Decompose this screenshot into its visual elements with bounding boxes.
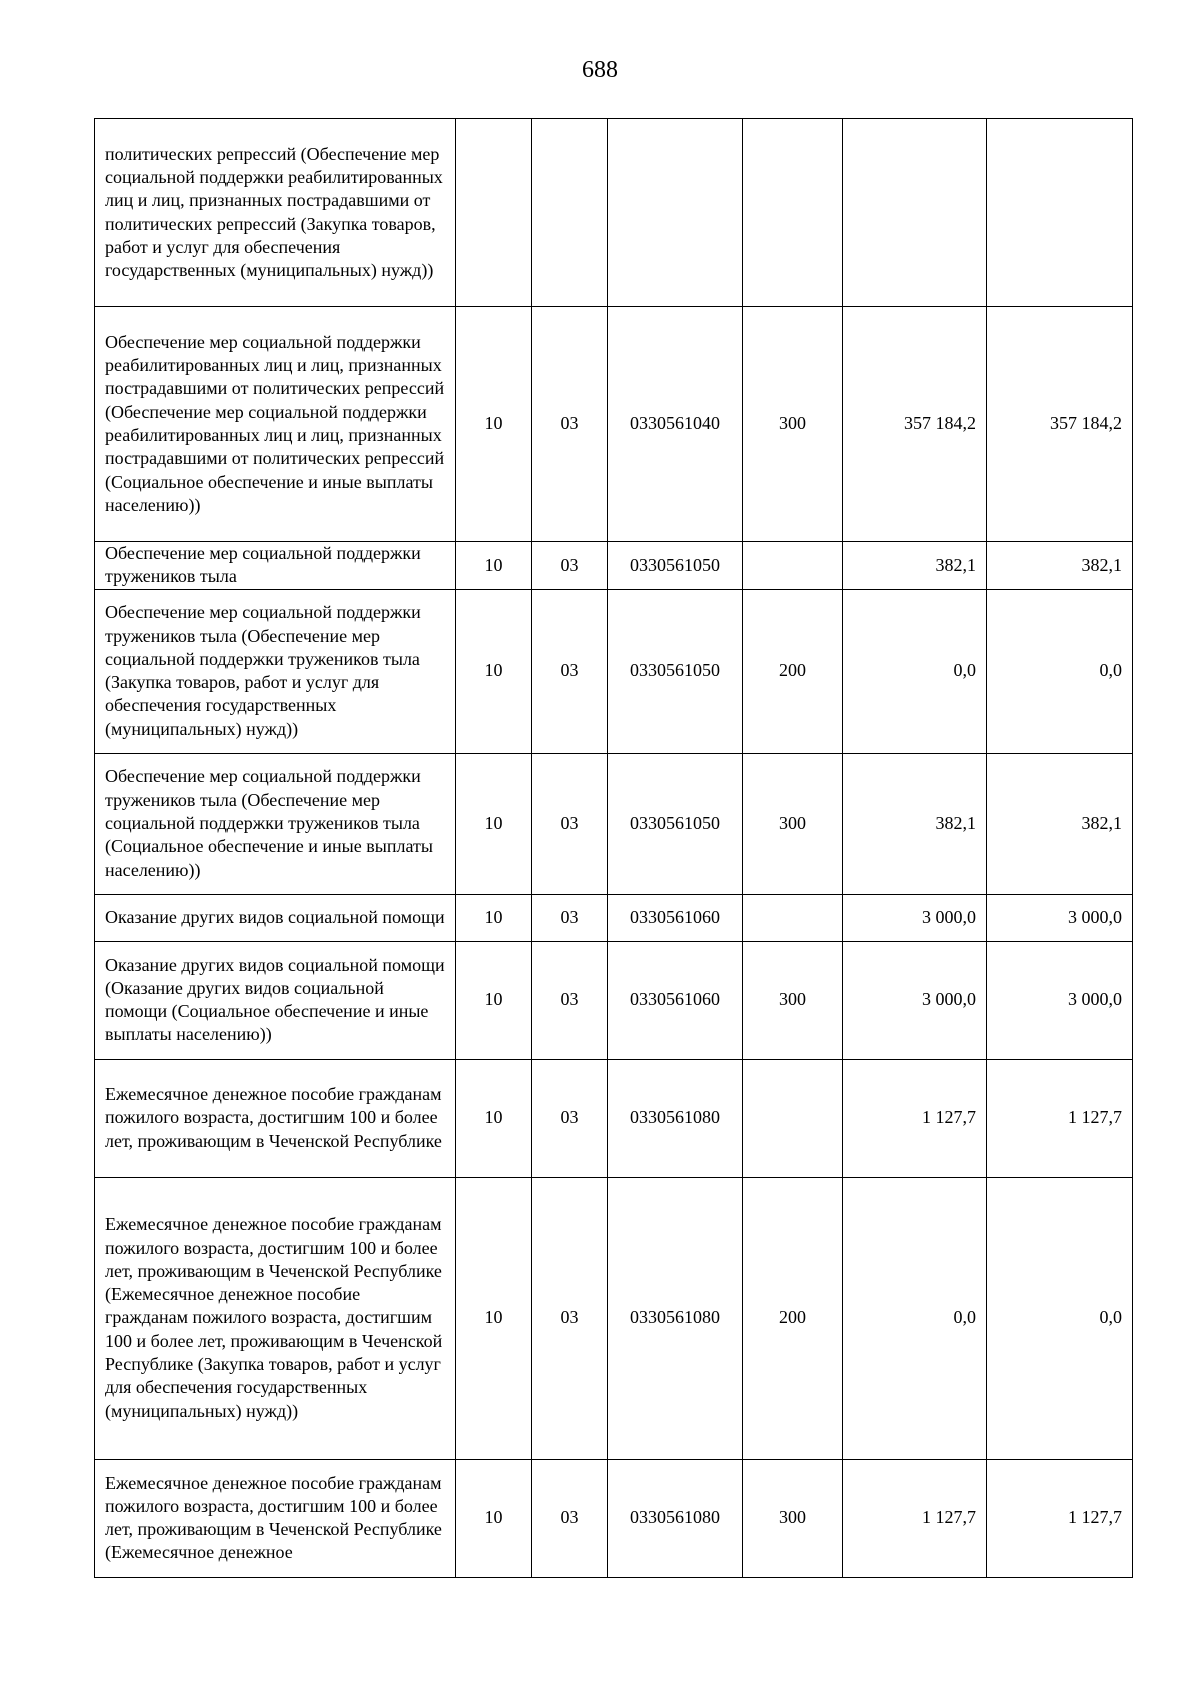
row-expense-type: 200 xyxy=(743,589,843,753)
budget-table xyxy=(94,118,1133,1578)
row-target-article: 0330561050 xyxy=(608,542,743,590)
table-row xyxy=(95,542,1133,590)
row-expense-type xyxy=(743,894,843,941)
table-row xyxy=(95,894,1133,941)
row-name: Ежемесячное денежное пособие гражданам пожилого возраста, достигшим 100 и более лет, проживающим в Чеченской Республике xyxy=(95,1059,456,1177)
row-expense-type xyxy=(743,119,843,307)
row-expense-type xyxy=(743,1059,843,1177)
row-name: Ежемесячное денежное пособие гражданам пожилого возраста, достигшим 100 и более лет, проживающим в Чеченской Республике (Ежемесячное денежное пособие гражданам пожилого возраста, достигшим 100 и более лет, проживающим в Чеченской Республике (Закупка товаров, работ и услуг для обеспечения государственных (муниципальных) нужд)) xyxy=(95,1177,456,1459)
row-expense-type: 300 xyxy=(743,941,843,1059)
row-section: 10 xyxy=(456,894,532,941)
row-section: 10 xyxy=(456,1177,532,1459)
row-target-article: 0330561040 xyxy=(608,307,743,542)
table-row xyxy=(95,1459,1133,1577)
row-section xyxy=(456,119,532,307)
row-amount-1: 1 127,7 xyxy=(843,1059,987,1177)
row-subsection: 03 xyxy=(532,307,608,542)
row-name: Обеспечение мер социальной поддержки тружеников тыла (Обеспечение мер социальной поддержки тружеников тыла (Закупка товаров, работ и услуг для обеспечения государственных (муниципальных) нужд)) xyxy=(95,589,456,753)
row-target-article: 0330561080 xyxy=(608,1459,743,1577)
row-subsection xyxy=(532,119,608,307)
row-subsection: 03 xyxy=(532,542,608,590)
row-subsection: 03 xyxy=(532,1459,608,1577)
row-amount-2: 357 184,2 xyxy=(987,307,1133,542)
row-amount-1: 357 184,2 xyxy=(843,307,987,542)
row-amount-2: 3 000,0 xyxy=(987,941,1133,1059)
row-section: 10 xyxy=(456,1059,532,1177)
table-row xyxy=(95,119,1133,307)
row-expense-type: 300 xyxy=(743,307,843,542)
row-expense-type: 200 xyxy=(743,1177,843,1459)
row-section: 10 xyxy=(456,941,532,1059)
row-name: Ежемесячное денежное пособие гражданам пожилого возраста, достигшим 100 и более лет, проживающим в Чеченской Республике (Ежемесячное денежное xyxy=(95,1459,456,1577)
row-target-article: 0330561060 xyxy=(608,941,743,1059)
row-amount-1: 3 000,0 xyxy=(843,941,987,1059)
row-section: 10 xyxy=(456,1459,532,1577)
row-amount-2: 382,1 xyxy=(987,542,1133,590)
table-row xyxy=(95,753,1133,894)
row-amount-1: 0,0 xyxy=(843,1177,987,1459)
table-row xyxy=(95,589,1133,753)
row-expense-type xyxy=(743,542,843,590)
table-row xyxy=(95,1177,1133,1459)
row-section: 10 xyxy=(456,307,532,542)
row-name: Обеспечение мер социальной поддержки тружеников тыла xyxy=(95,542,456,590)
page-number: 688 xyxy=(582,57,618,83)
row-amount-2: 1 127,7 xyxy=(987,1059,1133,1177)
row-subsection: 03 xyxy=(532,1177,608,1459)
row-subsection: 03 xyxy=(532,894,608,941)
row-amount-1 xyxy=(843,119,987,307)
row-amount-1: 0,0 xyxy=(843,589,987,753)
row-section: 10 xyxy=(456,542,532,590)
row-subsection: 03 xyxy=(532,589,608,753)
row-target-article: 0330561080 xyxy=(608,1177,743,1459)
row-amount-1: 3 000,0 xyxy=(843,894,987,941)
row-target-article: 0330561050 xyxy=(608,589,743,753)
row-section: 10 xyxy=(456,753,532,894)
table-row xyxy=(95,1059,1133,1177)
row-name: Оказание других видов социальной помощи (Оказание других видов социальной помощи (Социальное обеспечение и иные выплаты населению)) xyxy=(95,941,456,1059)
row-target-article: 0330561060 xyxy=(608,894,743,941)
row-amount-2: 0,0 xyxy=(987,589,1133,753)
row-subsection: 03 xyxy=(532,753,608,894)
row-target-article: 0330561080 xyxy=(608,1059,743,1177)
row-amount-2 xyxy=(987,119,1133,307)
table-row xyxy=(95,307,1133,542)
row-expense-type: 300 xyxy=(743,1459,843,1577)
row-amount-2: 382,1 xyxy=(987,753,1133,894)
table-row xyxy=(95,941,1133,1059)
row-target-article xyxy=(608,119,743,307)
row-amount-1: 1 127,7 xyxy=(843,1459,987,1577)
row-target-article: 0330561050 xyxy=(608,753,743,894)
row-name: Оказание других видов социальной помощи xyxy=(95,894,456,941)
row-expense-type: 300 xyxy=(743,753,843,894)
row-subsection: 03 xyxy=(532,1059,608,1177)
row-name: политических репрессий (Обеспечение мер социальной поддержки реабилитированных лиц и лиц, признанных пострадавшими от политических репрессий (Закупка товаров, работ и услуг для обеспечения государственных (муниципальных) нужд)) xyxy=(95,119,456,307)
row-amount-2: 3 000,0 xyxy=(987,894,1133,941)
row-amount-1: 382,1 xyxy=(843,753,987,894)
row-amount-1: 382,1 xyxy=(843,542,987,590)
row-name: Обеспечение мер социальной поддержки тружеников тыла (Обеспечение мер социальной поддержки тружеников тыла (Социальное обеспечение и иные выплаты населению)) xyxy=(95,753,456,894)
row-section: 10 xyxy=(456,589,532,753)
row-amount-2: 0,0 xyxy=(987,1177,1133,1459)
row-amount-2: 1 127,7 xyxy=(987,1459,1133,1577)
row-name: Обеспечение мер социальной поддержки реабилитированных лиц и лиц, признанных пострадавшими от политических репрессий (Обеспечение мер социальной поддержки реабилитированных лиц и лиц, признанных пострадавшими от политических репрессий (Социальное обеспечение и иные выплаты населению)) xyxy=(95,307,456,542)
row-subsection: 03 xyxy=(532,941,608,1059)
